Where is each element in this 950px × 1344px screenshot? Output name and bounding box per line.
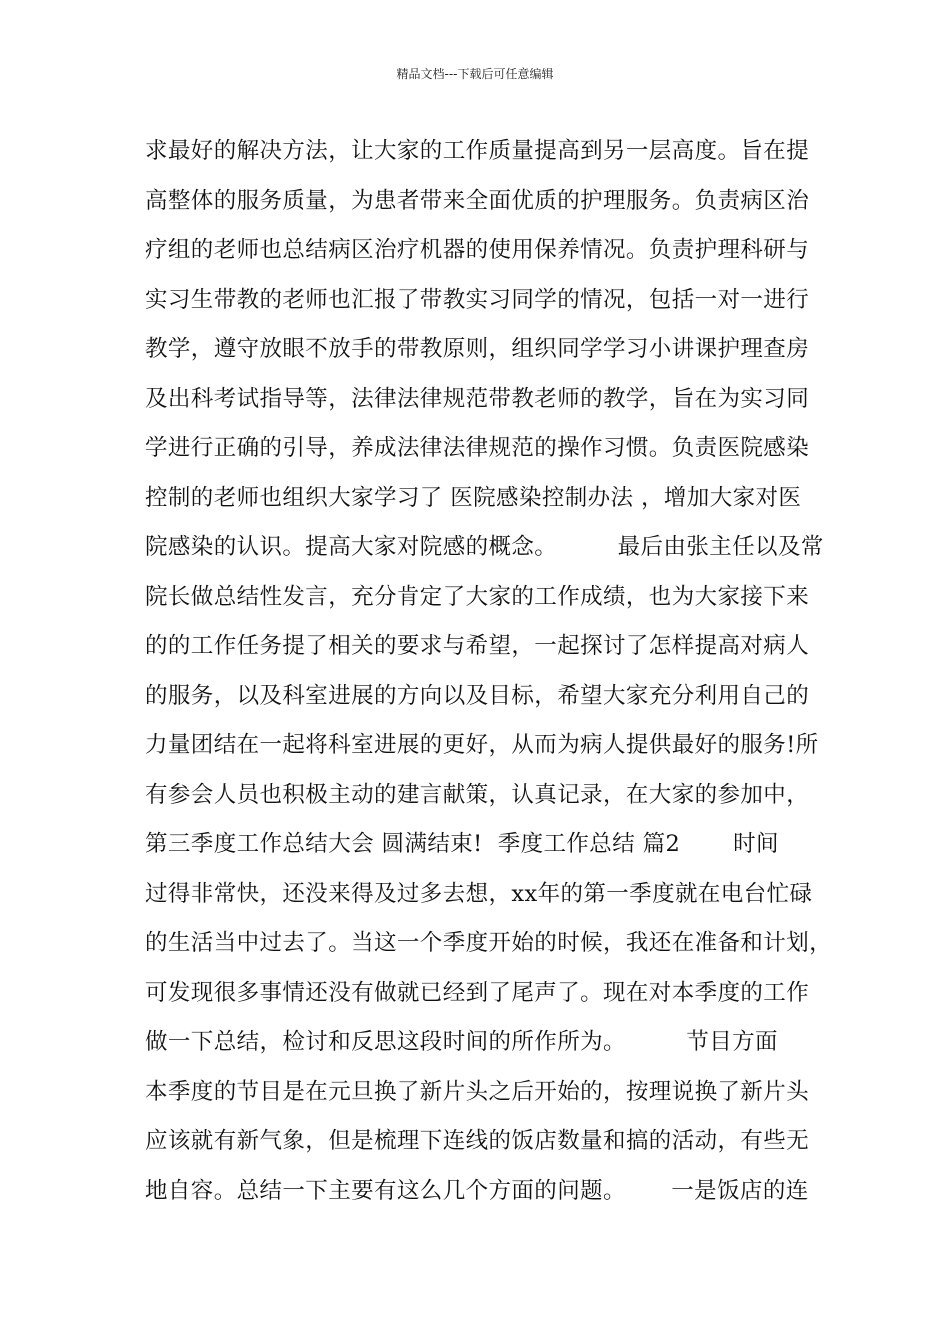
text-line: 应该就有新气象，但是梳理下连线的饭店数量和搞的活动，有些无 <box>145 1128 810 1154</box>
text-line: 的服务，以及科室进展的方向以及目标，希望大家充分利用自己的 <box>145 682 810 709</box>
text-line: 有参会人员也积极主动的建言献策，认真记录，在大家的参加中， <box>145 781 810 808</box>
text-line: 院长做总结性发言，充分肯定了大家的工作成绩，也为大家接下来 <box>145 583 810 610</box>
text-line: 院感染的认识。提高大家对院感的概念。 最后由张主任以及常 <box>145 534 824 560</box>
text-line: 及出科考试指导等，法律法律规范带教老师的教学，旨在为实习同 <box>145 385 810 412</box>
document-body <box>145 132 833 1221</box>
text-line: 教学，遵守放眼不放手的带教原则，组织同学学习小讲课护理查房 <box>145 336 810 362</box>
text-line: 求最好的解决方法，让大家的工作质量提高到另一层高度。旨在提 <box>145 138 810 164</box>
text-line: 高整体的服务质量，为患者带来全面优质的护理服务。负责病区治 <box>145 187 810 214</box>
text-line: 第三季度工作总结大会 圆满结束! 季度工作总结 篇2 时间 <box>145 831 779 857</box>
text-line: 实习生带教的老师也汇报了带教实习同学的情况，包括一对一进行 <box>145 286 810 313</box>
text-line: 的的工作任务提了相关的要求与希望，一起探讨了怎样提高对病人 <box>145 633 810 659</box>
text-line: 控制的老师也组织大家学习了 医院感染控制办法 ，增加大家对医 <box>145 484 802 511</box>
text-line: 疗组的老师也总结病区治疗机器的使用保养情况。负责护理科研与 <box>145 237 810 263</box>
page-header: 精品文档---下载后可任意编辑 <box>396 67 554 81</box>
text-line: 学进行正确的引导，养成法律法律规范的操作习惯。负责医院感染 <box>145 435 810 461</box>
text-line: 力量团结在一起将科室进展的更好，从而为病人提供最好的服务!所 <box>145 732 819 758</box>
text-line: 可发现很多事情还没有做就已经到了尾声了。现在对本季度的工作 <box>145 979 810 1006</box>
text-line: 本季度的节目是在元旦换了新片头之后开始的，按理说换了新片头 <box>145 1078 810 1105</box>
text-line: 做一下总结，检讨和反思这段时间的所作所为。 节目方面 <box>145 1029 778 1055</box>
text-line: 地自容。总结一下主要有这么几个方面的问题。 一是饭店的连 <box>145 1177 809 1204</box>
text-line: 的生活当中过去了。当这一个季度开始的时候，我还在准备和计划， <box>145 930 833 956</box>
text-line: 过得非常快，还没来得及过多去想，xx年的第一季度就在电台忙碌 <box>145 880 813 907</box>
